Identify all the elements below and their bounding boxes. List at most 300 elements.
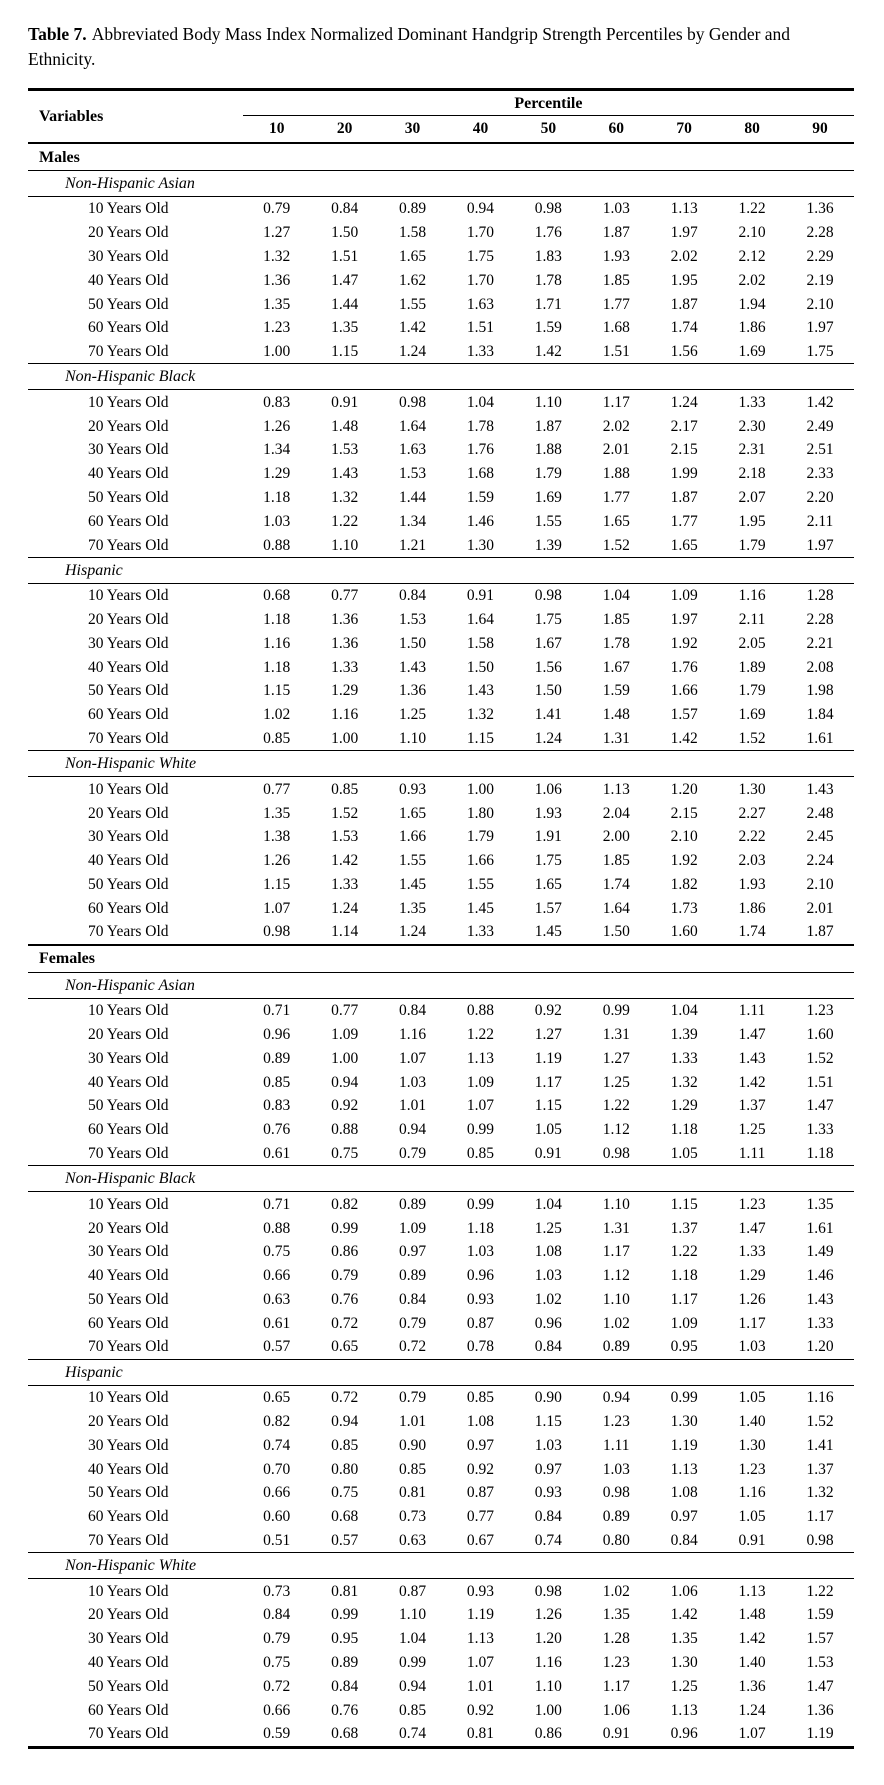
value-cell: 1.56 — [534, 658, 562, 676]
value-cell: 1.36 — [806, 1701, 834, 1719]
data-row — [28, 1094, 854, 1118]
value-cell: 0.92 — [466, 1460, 494, 1478]
value-cell: 1.15 — [534, 1097, 562, 1115]
value-cell: 1.99 — [670, 465, 698, 483]
gender-label: Females — [28, 945, 854, 973]
value-cell: 1.42 — [738, 1630, 766, 1648]
age-label: 10 Years Old — [88, 1582, 169, 1600]
value-cell: 0.85 — [466, 1144, 494, 1162]
value-cell: 1.51 — [602, 343, 630, 361]
ethnicity-row — [28, 1166, 854, 1192]
value-cell: 1.75 — [466, 247, 494, 265]
value-cell: 1.05 — [534, 1121, 562, 1139]
data-row — [28, 340, 854, 364]
value-cell: 1.78 — [466, 417, 494, 435]
value-cell: 0.87 — [466, 1314, 494, 1332]
value-cell: 2.02 — [738, 271, 766, 289]
value-cell: 1.87 — [602, 224, 630, 242]
value-cell: 0.82 — [331, 1195, 359, 1213]
ethnicity-label: Hispanic — [28, 1359, 854, 1385]
value-cell: 0.75 — [331, 1484, 359, 1502]
value-cell: 1.91 — [534, 828, 562, 846]
value-cell: 0.99 — [398, 1654, 427, 1672]
value-cell: 1.97 — [806, 319, 834, 337]
value-cell: 1.09 — [670, 1314, 698, 1332]
value-cell: 1.69 — [738, 706, 766, 724]
value-cell: 1.33 — [670, 1049, 698, 1067]
value-cell: 0.70 — [263, 1460, 291, 1478]
value-cell: 1.95 — [670, 271, 698, 289]
value-cell: 1.53 — [398, 465, 427, 483]
value-cell: 1.79 — [534, 465, 562, 483]
value-cell: 0.77 — [331, 587, 359, 605]
value-cell: 1.51 — [331, 247, 359, 265]
value-cell: 1.09 — [466, 1073, 494, 1091]
value-cell: 0.78 — [466, 1338, 494, 1356]
value-cell: 0.76 — [331, 1290, 359, 1308]
value-cell: 0.77 — [331, 1002, 359, 1020]
value-cell: 2.12 — [738, 247, 766, 265]
value-cell: 1.46 — [806, 1267, 834, 1285]
value-cell: 1.53 — [398, 611, 427, 629]
value-cell: 1.19 — [534, 1049, 562, 1067]
value-cell: 0.57 — [263, 1338, 291, 1356]
value-cell: 1.25 — [602, 1073, 630, 1091]
age-label: 20 Years Old — [88, 224, 169, 242]
value-cell: 1.18 — [263, 611, 291, 629]
value-cell: 2.21 — [806, 634, 834, 652]
age-label: 50 Years Old — [88, 1097, 169, 1115]
value-cell: 1.44 — [398, 488, 427, 506]
value-cell: 1.19 — [466, 1606, 494, 1624]
value-cell: 1.13 — [738, 1582, 766, 1600]
value-cell: 1.35 — [398, 899, 427, 917]
value-cell: 1.22 — [806, 1582, 834, 1600]
value-cell: 1.76 — [466, 441, 494, 459]
value-cell: 1.79 — [738, 682, 766, 700]
value-cell: 1.87 — [670, 295, 698, 313]
value-cell: 1.65 — [602, 512, 630, 530]
value-cell: 0.98 — [398, 393, 427, 411]
value-cell: 0.99 — [466, 1121, 494, 1139]
value-cell: 1.65 — [670, 536, 698, 554]
age-label: 50 Years Old — [88, 1290, 169, 1308]
percentile-table — [28, 88, 854, 1749]
age-label: 20 Years Old — [88, 804, 169, 822]
value-cell: 1.37 — [806, 1460, 834, 1478]
data-row — [28, 1070, 854, 1094]
value-cell: 2.19 — [806, 271, 834, 289]
value-cell: 1.33 — [738, 1243, 766, 1261]
value-cell: 0.92 — [534, 1002, 562, 1020]
value-cell: 1.42 — [670, 730, 698, 748]
value-cell: 0.89 — [398, 1195, 427, 1213]
percentile-column-header: 50 — [514, 116, 582, 144]
value-cell: 1.75 — [534, 611, 562, 629]
age-label: 30 Years Old — [88, 1630, 169, 1648]
age-label: 10 Years Old — [88, 780, 169, 798]
age-label: 60 Years Old — [88, 899, 169, 917]
value-cell: 0.85 — [263, 730, 291, 748]
age-label: 50 Years Old — [88, 295, 169, 313]
value-cell: 1.42 — [331, 852, 359, 870]
value-cell: 0.96 — [670, 1725, 698, 1743]
value-cell: 0.84 — [331, 200, 359, 218]
value-cell: 1.55 — [398, 852, 427, 870]
value-cell: 1.41 — [806, 1436, 834, 1454]
value-cell: 1.19 — [670, 1436, 698, 1454]
value-cell: 0.75 — [331, 1144, 359, 1162]
value-cell: 1.26 — [263, 417, 291, 435]
value-cell: 1.34 — [263, 441, 291, 459]
data-row — [28, 801, 854, 825]
percentile-header: Percentile — [243, 90, 854, 116]
value-cell: 0.84 — [398, 1002, 427, 1020]
value-cell: 1.49 — [806, 1243, 834, 1261]
value-cell: 1.37 — [738, 1097, 766, 1115]
value-cell: 1.77 — [602, 295, 630, 313]
ethnicity-label: Non-Hispanic Asian — [28, 972, 854, 998]
age-label: 30 Years Old — [88, 247, 169, 265]
value-cell: 1.32 — [263, 247, 291, 265]
value-cell: 1.16 — [331, 706, 359, 724]
value-cell: 0.87 — [398, 1582, 427, 1600]
value-cell: 1.61 — [806, 1219, 834, 1237]
value-cell: 1.46 — [466, 512, 494, 530]
value-cell: 1.40 — [738, 1654, 766, 1672]
value-cell: 0.89 — [263, 1049, 291, 1067]
value-cell: 1.87 — [534, 417, 562, 435]
value-cell: 0.89 — [398, 200, 427, 218]
value-cell: 1.53 — [806, 1654, 834, 1672]
value-cell: 0.93 — [398, 780, 427, 798]
value-cell: 1.33 — [466, 343, 494, 361]
value-cell: 1.03 — [263, 512, 291, 530]
value-cell: 1.87 — [670, 488, 698, 506]
data-row — [28, 1603, 854, 1627]
value-cell: 2.33 — [806, 465, 834, 483]
value-cell: 0.68 — [331, 1725, 359, 1743]
data-row — [28, 486, 854, 510]
value-cell: 1.06 — [602, 1701, 630, 1719]
data-row — [28, 1046, 854, 1070]
age-label: 70 Years Old — [88, 536, 169, 554]
value-cell: 2.01 — [806, 899, 834, 917]
value-cell: 1.13 — [670, 1701, 698, 1719]
value-cell: 1.01 — [398, 1097, 427, 1115]
value-cell: 1.95 — [738, 512, 766, 530]
data-row — [28, 1410, 854, 1434]
value-cell: 1.79 — [738, 536, 766, 554]
value-cell: 0.73 — [398, 1508, 427, 1526]
value-cell: 0.90 — [534, 1389, 562, 1407]
value-cell: 0.96 — [466, 1267, 494, 1285]
value-cell: 1.76 — [670, 658, 698, 676]
age-label: 10 Years Old — [88, 587, 169, 605]
value-cell: 1.00 — [534, 1701, 562, 1719]
value-cell: 2.10 — [806, 295, 834, 313]
data-row — [28, 1192, 854, 1216]
value-cell: 0.99 — [466, 1195, 494, 1213]
value-cell: 1.53 — [331, 828, 359, 846]
value-cell: 1.00 — [331, 730, 359, 748]
value-cell: 1.63 — [398, 441, 427, 459]
value-cell: 1.85 — [602, 852, 630, 870]
value-cell: 1.20 — [534, 1630, 562, 1648]
value-cell: 0.66 — [263, 1484, 291, 1502]
value-cell: 1.98 — [806, 682, 834, 700]
value-cell: 1.50 — [331, 224, 359, 242]
ethnicity-label: Non-Hispanic Black — [28, 1166, 854, 1192]
table-header — [28, 90, 854, 144]
age-label: 40 Years Old — [88, 852, 169, 870]
value-cell: 1.93 — [602, 247, 630, 265]
value-cell: 1.04 — [602, 587, 630, 605]
value-cell: 0.98 — [263, 923, 291, 941]
value-cell: 0.85 — [263, 1073, 291, 1091]
value-cell: 1.88 — [534, 441, 562, 459]
value-cell: 1.10 — [602, 1195, 630, 1213]
value-cell: 2.31 — [738, 441, 766, 459]
data-row — [28, 920, 854, 945]
value-cell: 1.15 — [331, 343, 359, 361]
value-cell: 1.13 — [466, 1049, 494, 1067]
value-cell: 0.79 — [398, 1144, 427, 1162]
value-cell: 1.32 — [331, 488, 359, 506]
value-cell: 1.17 — [738, 1314, 766, 1332]
value-cell: 1.07 — [466, 1097, 494, 1115]
data-row — [28, 1529, 854, 1553]
data-row — [28, 703, 854, 727]
data-row — [28, 197, 854, 221]
value-cell: 0.93 — [466, 1582, 494, 1600]
value-cell: 1.50 — [398, 634, 427, 652]
table-caption-label: Table 7. — [28, 24, 87, 44]
value-cell: 1.78 — [602, 634, 630, 652]
value-cell: 1.55 — [534, 512, 562, 530]
value-cell: 1.47 — [331, 271, 359, 289]
value-cell: 1.27 — [263, 224, 291, 242]
value-cell: 1.22 — [738, 200, 766, 218]
value-cell: 0.79 — [331, 1267, 359, 1285]
value-cell: 0.66 — [263, 1267, 291, 1285]
ethnicity-label: Non-Hispanic White — [28, 1553, 854, 1579]
value-cell: 1.76 — [534, 224, 562, 242]
value-cell: 1.67 — [534, 634, 562, 652]
value-cell: 1.16 — [738, 1484, 766, 1502]
data-row — [28, 1722, 854, 1747]
value-cell: 1.17 — [534, 1073, 562, 1091]
data-row — [28, 245, 854, 269]
age-label: 10 Years Old — [88, 1002, 169, 1020]
value-cell: 1.07 — [398, 1049, 427, 1067]
value-cell: 0.98 — [602, 1484, 630, 1502]
value-cell: 1.97 — [670, 611, 698, 629]
value-cell: 0.97 — [670, 1508, 698, 1526]
age-label: 60 Years Old — [88, 706, 169, 724]
value-cell: 1.29 — [738, 1267, 766, 1285]
value-cell: 0.92 — [331, 1097, 359, 1115]
value-cell: 0.81 — [466, 1725, 494, 1743]
ethnicity-label: Non-Hispanic Asian — [28, 171, 854, 197]
value-cell: 2.15 — [670, 804, 698, 822]
value-cell: 1.89 — [738, 658, 766, 676]
data-row — [28, 1240, 854, 1264]
value-cell: 1.13 — [670, 1460, 698, 1478]
age-label: 20 Years Old — [88, 1219, 169, 1237]
gender-row — [28, 143, 854, 171]
age-label: 20 Years Old — [88, 1412, 169, 1430]
table-caption-text: Abbreviated Body Mass Index Normalized Dominant Handgrip Strength Percentiles by Gender and Ethnicity. — [28, 24, 791, 69]
value-cell: 1.27 — [602, 1049, 630, 1067]
value-cell: 1.30 — [738, 780, 766, 798]
value-cell: 0.95 — [670, 1338, 698, 1356]
value-cell: 1.22 — [331, 512, 359, 530]
value-cell: 1.10 — [602, 1290, 630, 1308]
value-cell: 1.77 — [670, 512, 698, 530]
value-cell: 0.94 — [466, 200, 494, 218]
value-cell: 1.10 — [398, 1606, 427, 1624]
value-cell: 0.86 — [534, 1725, 562, 1743]
age-label: 60 Years Old — [88, 319, 169, 337]
value-cell: 1.86 — [738, 899, 766, 917]
value-cell: 1.97 — [806, 536, 834, 554]
value-cell: 1.01 — [398, 1412, 427, 1430]
value-cell: 0.61 — [263, 1144, 291, 1162]
value-cell: 1.73 — [670, 899, 698, 917]
value-cell: 0.74 — [263, 1436, 291, 1454]
value-cell: 0.72 — [331, 1389, 359, 1407]
value-cell: 1.33 — [466, 923, 494, 941]
data-row — [28, 533, 854, 557]
value-cell: 1.26 — [738, 1290, 766, 1308]
value-cell: 1.27 — [534, 1026, 562, 1044]
value-cell: 1.23 — [738, 1460, 766, 1478]
percentile-column-header: 20 — [311, 116, 379, 144]
value-cell: 2.11 — [806, 512, 834, 530]
value-cell: 1.06 — [670, 1582, 698, 1600]
value-cell: 1.59 — [466, 488, 494, 506]
value-cell: 1.18 — [263, 488, 291, 506]
value-cell: 1.50 — [602, 923, 630, 941]
data-row — [28, 825, 854, 849]
value-cell: 1.43 — [466, 682, 494, 700]
value-cell: 1.50 — [534, 682, 562, 700]
value-cell: 1.47 — [806, 1097, 834, 1115]
value-cell: 1.68 — [466, 465, 494, 483]
value-cell: 1.15 — [263, 682, 291, 700]
value-cell: 1.36 — [806, 200, 834, 218]
value-cell: 2.10 — [806, 875, 834, 893]
value-cell: 1.24 — [398, 923, 427, 941]
value-cell: 1.31 — [602, 1219, 630, 1237]
value-cell: 1.14 — [331, 923, 359, 941]
value-cell: 1.44 — [331, 295, 359, 313]
value-cell: 1.11 — [602, 1436, 630, 1454]
value-cell: 0.75 — [263, 1654, 291, 1672]
value-cell: 0.88 — [263, 1219, 291, 1237]
value-cell: 1.70 — [466, 271, 494, 289]
value-cell: 1.55 — [398, 295, 427, 313]
age-label: 60 Years Old — [88, 1701, 169, 1719]
age-label: 30 Years Old — [88, 1243, 169, 1261]
age-label: 20 Years Old — [88, 611, 169, 629]
percentile-column-header: 90 — [786, 116, 854, 144]
age-label: 60 Years Old — [88, 1314, 169, 1332]
value-cell: 0.98 — [806, 1531, 834, 1549]
value-cell: 1.32 — [466, 706, 494, 724]
value-cell: 0.76 — [263, 1121, 291, 1139]
value-cell: 1.51 — [466, 319, 494, 337]
data-row — [28, 1118, 854, 1142]
value-cell: 1.11 — [738, 1144, 766, 1162]
data-row — [28, 1335, 854, 1359]
value-cell: 1.17 — [602, 393, 630, 411]
value-cell: 0.84 — [263, 1606, 291, 1624]
value-cell: 0.71 — [263, 1002, 291, 1020]
age-label: 50 Years Old — [88, 875, 169, 893]
value-cell: 2.30 — [738, 417, 766, 435]
value-cell: 1.03 — [534, 1436, 562, 1454]
data-row — [28, 998, 854, 1022]
value-cell: 1.52 — [806, 1049, 834, 1067]
value-cell: 0.68 — [331, 1508, 359, 1526]
age-label: 40 Years Old — [88, 1654, 169, 1672]
value-cell: 1.00 — [466, 780, 494, 798]
value-cell: 1.29 — [331, 682, 359, 700]
value-cell: 0.88 — [466, 1002, 494, 1020]
value-cell: 1.10 — [331, 536, 359, 554]
data-row — [28, 608, 854, 632]
value-cell: 0.65 — [331, 1338, 359, 1356]
ethnicity-row — [28, 557, 854, 583]
value-cell: 1.93 — [738, 875, 766, 893]
value-cell: 1.58 — [398, 224, 427, 242]
value-cell: 2.28 — [806, 224, 834, 242]
value-cell: 1.09 — [398, 1219, 427, 1237]
value-cell: 0.82 — [263, 1412, 291, 1430]
value-cell: 1.20 — [670, 780, 698, 798]
value-cell: 1.09 — [670, 587, 698, 605]
value-cell: 0.74 — [398, 1725, 427, 1743]
value-cell: 1.30 — [466, 536, 494, 554]
value-cell: 1.24 — [398, 343, 427, 361]
age-label: 10 Years Old — [88, 1195, 169, 1213]
value-cell: 1.57 — [670, 706, 698, 724]
value-cell: 1.05 — [738, 1508, 766, 1526]
value-cell: 1.74 — [670, 319, 698, 337]
value-cell: 1.45 — [534, 923, 562, 941]
value-cell: 2.20 — [806, 488, 834, 506]
value-cell: 1.28 — [602, 1630, 630, 1648]
value-cell: 1.69 — [738, 343, 766, 361]
age-label: 30 Years Old — [88, 1436, 169, 1454]
value-cell: 2.27 — [738, 804, 766, 822]
value-cell: 1.12 — [602, 1267, 630, 1285]
data-row — [28, 1457, 854, 1481]
data-row — [28, 1698, 854, 1722]
value-cell: 2.28 — [806, 611, 834, 629]
value-cell: 2.04 — [602, 804, 630, 822]
table-caption — [28, 22, 854, 72]
value-cell: 1.56 — [670, 343, 698, 361]
age-label: 70 Years Old — [88, 1725, 169, 1743]
value-cell: 1.60 — [806, 1026, 834, 1044]
data-row — [28, 1433, 854, 1457]
value-cell: 0.99 — [331, 1606, 359, 1624]
value-cell: 0.81 — [331, 1582, 359, 1600]
value-cell: 1.29 — [263, 465, 291, 483]
